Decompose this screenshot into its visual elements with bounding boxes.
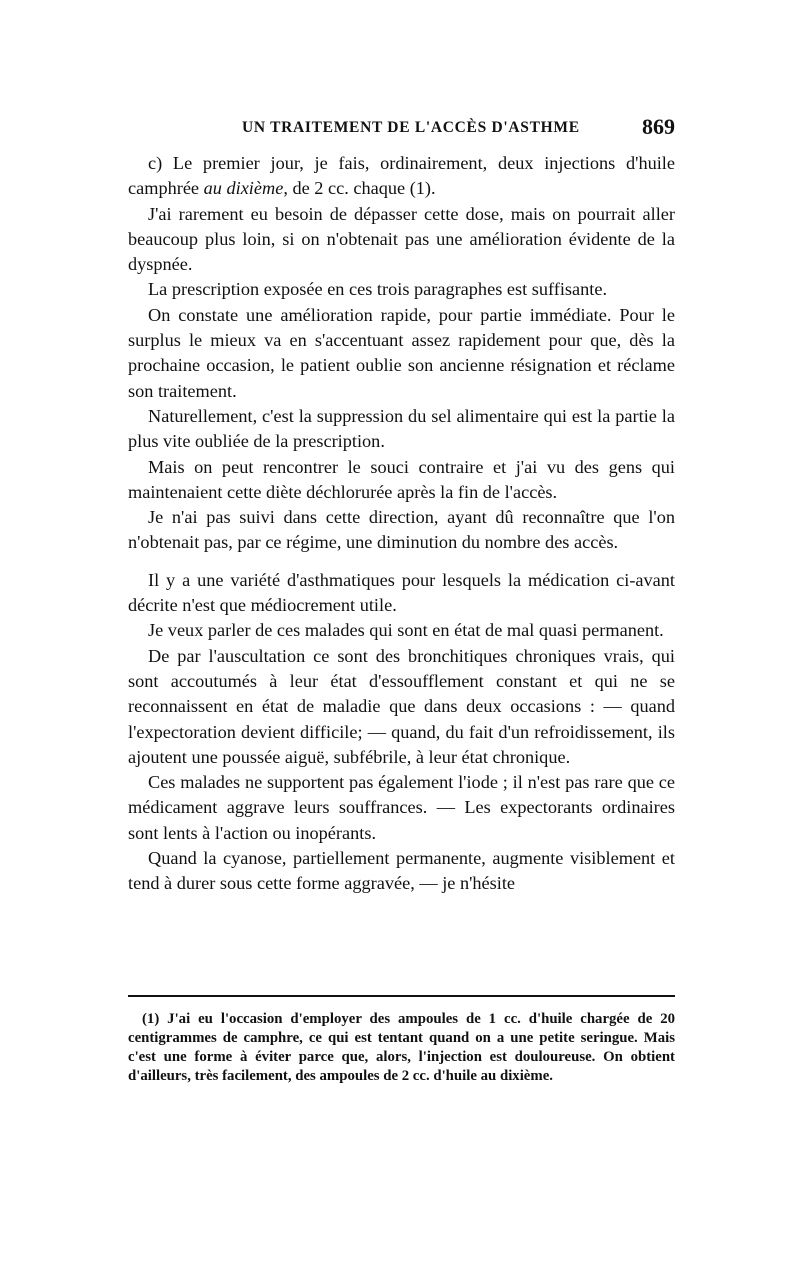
paragraph-prescription: La prescription exposée en ces trois paragraphes est suffisante. bbox=[148, 279, 608, 300]
paragraph-cyanosis: Quand la cyanose, partiellement permanente, augmente visiblement et tend à durer sous cette forme aggravée, — je n'hésite bbox=[128, 848, 675, 894]
page-header bbox=[128, 114, 675, 142]
paragraph-dose: J'ai rarement eu besoin de dépasser cette dose, mais on pourrait aller beaucoup plus loin, si on n'obtenait pas une amélioration évidente de la dyspnée. bbox=[128, 203, 675, 275]
paragraph-dechlorination: Mais on peut rencontrer le souci contraire et j'ai vu des gens qui maintenaient cette diète déchlorurée après la fin de l'accès. bbox=[128, 456, 675, 502]
footnote: (1) J'ai eu l'occasion d'employer des ampoules de 1 cc. d'huile chargée de 20 centigrammes de camphre, ce qui est tentant quand on a une petite seringue. Mais c'est une forme à éviter parce que, alors, l'injection est douloureuse. On obtient d'ailleurs, très facilement, des ampoules de 2 cc. d'huile au dixième. bbox=[128, 1011, 675, 1084]
running-title: UN TRAITEMENT DE L'ACCÈS D'ASTHME bbox=[242, 119, 580, 136]
italic-au-dixieme: au dixième bbox=[203, 178, 284, 199]
paragraph-injections-end: , de 2 cc. chaque (1). bbox=[283, 178, 436, 199]
paragraph-regime: Je n'ai pas suivi dans cette direction, ayant dû reconnaître que l'on n'obtenait pas, par ce régime, une diminution du nombre des accès. bbox=[128, 507, 675, 553]
paragraph-auscultation: De par l'auscultation ce sont des bronchitiques chroniques vrais, qui sont accoutumés à leur état d'essoufflement constant et qui ne se reconnaissent en état de maladie que dans deux occasions : — quand l'expectoration devient difficile; — quand, du fait d'un refroidissement, ils ajoutent une poussée aiguë, subfébrile, à leur état chronique. bbox=[128, 645, 675, 767]
paragraph-injections-start: c) Le premier jour, je fais, ordinairement, deux injections d'huile camphrée bbox=[128, 153, 675, 199]
paragraph-asthmatic-variety: Il y a une variété d'asthmatiques pour lesquels la médication ci-avant décrite n'est que médiocrement utile. bbox=[128, 569, 675, 616]
paragraph-improvement: On constate une amélioration rapide, pour partie immédiate. Pour le surplus le mieux va en s'accentuant assez rapidement pour que, dès la prochaine occasion, le patient oublie son ancienne résignation et réclame son traitement. bbox=[128, 304, 675, 401]
paragraph-permanent-state: Je veux parler de ces malades qui sont en état de mal quasi permanent. bbox=[148, 620, 664, 641]
section-gap bbox=[128, 556, 675, 568]
page-number: 869 bbox=[642, 114, 675, 139]
paragraph-salt: Naturellement, c'est la suppression du sel alimentaire qui est la partie la plus vite oubliée de la prescription. bbox=[128, 405, 675, 452]
footnote-rule bbox=[128, 995, 675, 997]
paragraph-injections bbox=[128, 151, 675, 202]
main-text bbox=[128, 151, 675, 897]
paragraph-iodine: Ces malades ne supportent pas également l'iode ; il n'est pas rare que ce médicament aggrave leurs souffrances. — Les expectorants ordinaires sont lents à l'action ou inopérants. bbox=[128, 772, 675, 843]
